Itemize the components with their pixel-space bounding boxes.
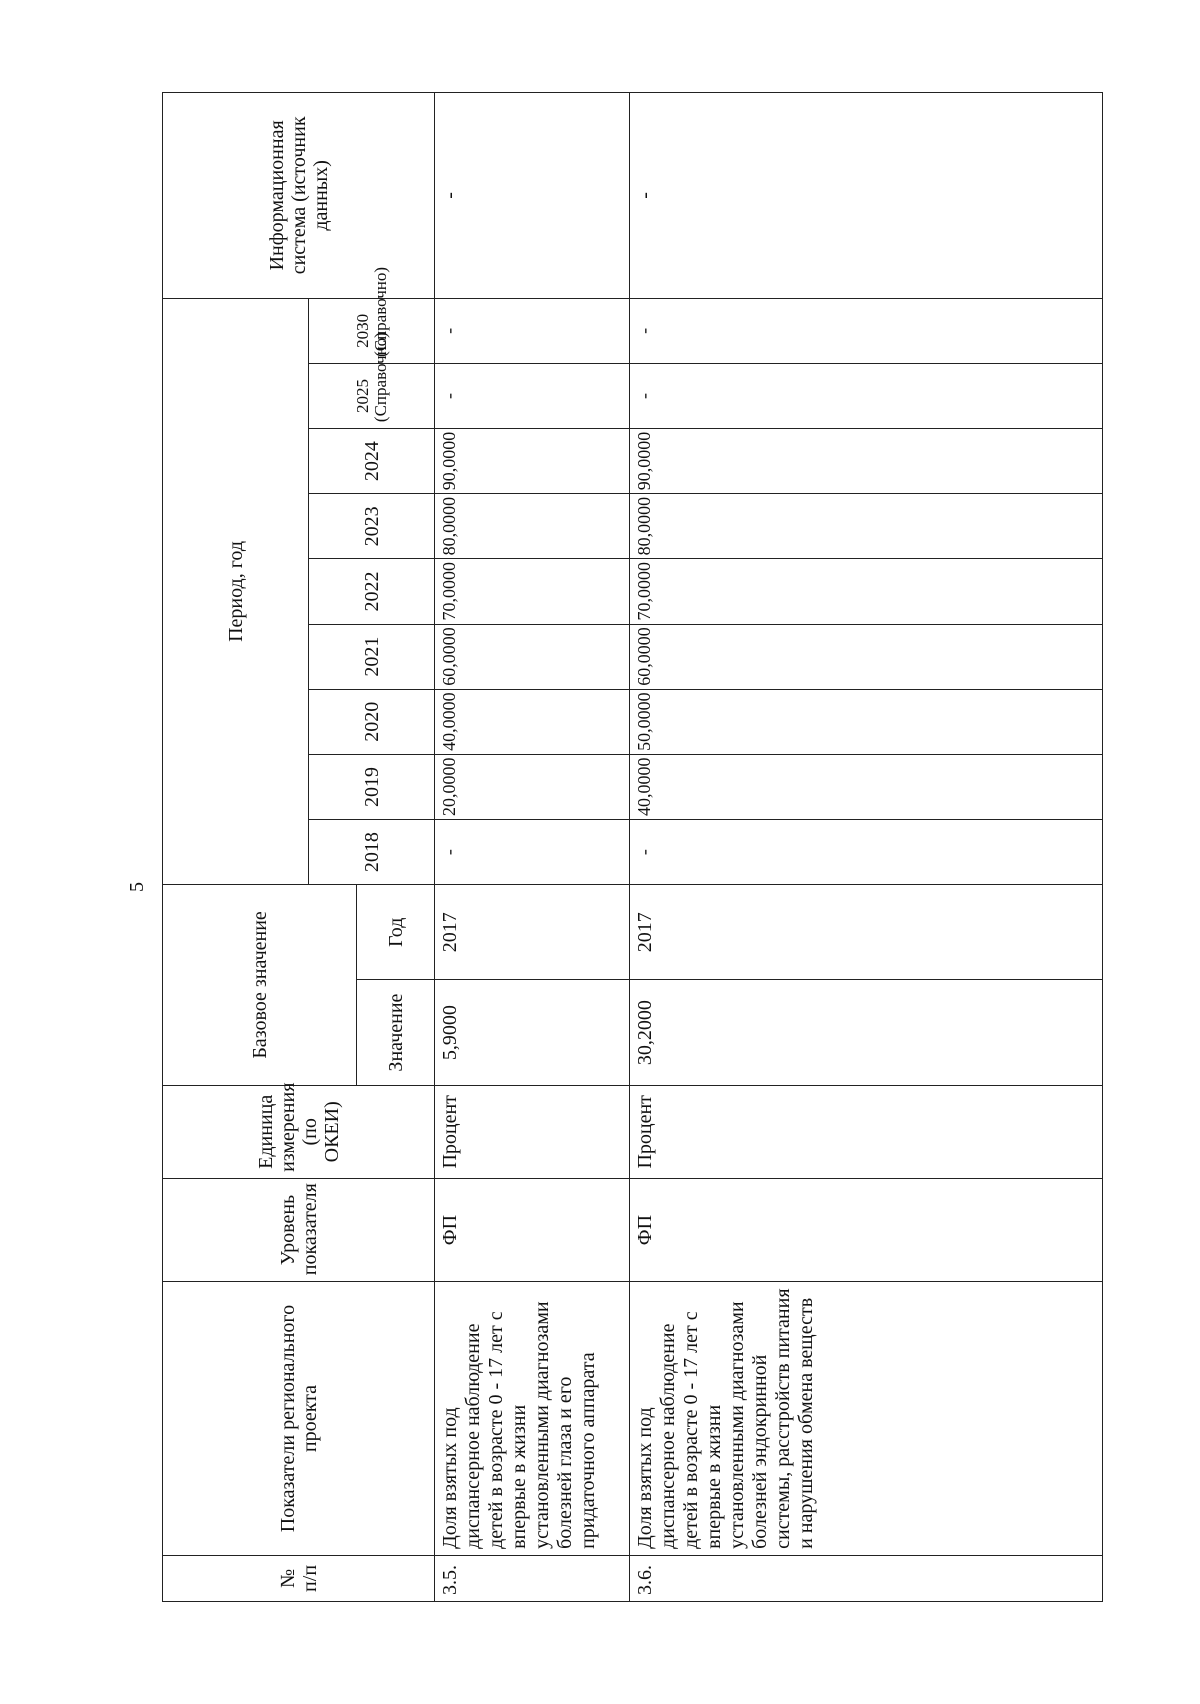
header-level: Уровень показателя <box>163 1178 435 1281</box>
row-value: - <box>435 363 630 428</box>
row-value: 70,0000 <box>435 559 630 624</box>
row-value: 20,0000 <box>435 754 630 819</box>
row-base-value: 30,2000 <box>630 980 1103 1085</box>
row-value: 50,0000 <box>630 689 1103 754</box>
header-period: Период, год <box>163 298 309 884</box>
header-row-1 <box>163 93 309 1602</box>
row-value: - <box>435 820 630 885</box>
row-value: 80,0000 <box>630 494 1103 559</box>
table-row <box>630 93 1103 1602</box>
row-value: - <box>630 363 1103 428</box>
row-value: 70,0000 <box>630 559 1103 624</box>
header-year: 2023 <box>309 494 435 559</box>
regional-project-indicators-table <box>162 92 1103 1602</box>
row-value: 90,0000 <box>435 429 630 494</box>
row-num: 3.5. <box>435 1555 630 1601</box>
header-indicator: Показатели регионального проекта <box>163 1282 435 1556</box>
row-value: - <box>630 298 1103 363</box>
header-unit: Единица измерения (по ОКЕИ) <box>163 1085 435 1178</box>
header-info-system: Информационная система (источник данных) <box>163 93 435 299</box>
header-base: Базовое значение <box>163 885 357 1086</box>
row-value: 80,0000 <box>435 494 630 559</box>
row-value: - <box>435 298 630 363</box>
rotated-table-container <box>162 92 1102 1602</box>
row-value: 60,0000 <box>435 624 630 689</box>
row-value: 90,0000 <box>630 429 1103 494</box>
header-num: № п/п <box>163 1555 435 1601</box>
row-level: ФП <box>630 1178 1103 1281</box>
header-year-reference: 2025 (Справочно) <box>309 363 435 428</box>
row-unit: Процент <box>630 1085 1103 1178</box>
page-number: 5 <box>126 882 148 892</box>
row-base-year: 2017 <box>435 885 630 980</box>
row-level: ФП <box>435 1178 630 1281</box>
header-year: 2019 <box>309 754 435 819</box>
row-base-value: 5,9000 <box>435 980 630 1085</box>
table-row <box>435 93 630 1602</box>
header-year-reference: 2030 (Справочно) <box>309 298 435 363</box>
header-year: 2021 <box>309 624 435 689</box>
header-base-year: Год <box>357 885 435 980</box>
header-year: 2022 <box>309 559 435 624</box>
row-info-system: - <box>630 93 1103 299</box>
row-indicator: Доля взятых под диспансерное наблюдение детей в возрасте 0 - 17 лет с впервые в жизни установленными диагнозами болезней глаза и его придаточного аппарата <box>435 1282 630 1556</box>
row-num: 3.6. <box>630 1555 1103 1601</box>
header-year: 2020 <box>309 689 435 754</box>
row-value: 40,0000 <box>435 689 630 754</box>
row-unit: Процент <box>435 1085 630 1178</box>
header-base-value: Значение <box>357 980 435 1085</box>
row-value: 40,0000 <box>630 754 1103 819</box>
row-value: - <box>630 820 1103 885</box>
row-base-year: 2017 <box>630 885 1103 980</box>
row-info-system: - <box>435 93 630 299</box>
header-year: 2024 <box>309 429 435 494</box>
header-year: 2018 <box>309 820 435 885</box>
row-indicator: Доля взятых под диспансерное наблюдение детей в возрасте 0 - 17 лет с впервые в жизни установленными диагнозами болезней эндокринной системы, расстройств питания и нарушения обмена веществ <box>630 1282 1103 1556</box>
row-value: 60,0000 <box>630 624 1103 689</box>
